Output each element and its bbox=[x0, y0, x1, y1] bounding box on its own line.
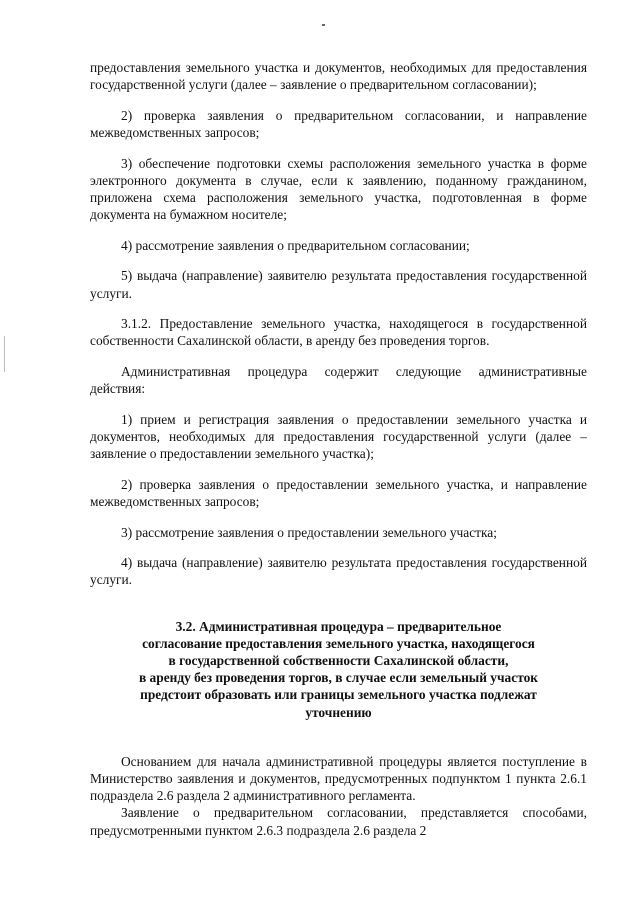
paragraph-section-3-1-2: 3.1.2. Предоставление земельного участка, находящегося в государственной собственности Сахалинской области, в аренду без проведения торгов. bbox=[90, 316, 587, 349]
paragraph-item-5: 5) выдача (направление) заявителю результата предоставления государственной услуги. bbox=[90, 268, 587, 301]
heading-line: в аренду без проведения торгов, в случае если земельный участок bbox=[138, 670, 539, 686]
heading-line: уточнению bbox=[305, 704, 372, 720]
paragraph-continuation: предоставления земельного участка и документов, необходимых для предоставления государственной услуги (далее – заявление о предварительном согласовании); bbox=[90, 60, 587, 93]
document-body bbox=[90, 59, 587, 839]
heading-line: в государственной собственности Сахалинской области, bbox=[168, 652, 509, 668]
paragraph-item-3: 3) обеспечение подготовки схемы расположения земельного участка в форме электронного документа в случае, если к заявлению, поданному гражданином, приложена схема расположения земельного участка, подготовленная в форме документа на бумажном носителе; bbox=[90, 155, 587, 223]
paragraph-action-2: 2) проверка заявления о предоставлении земельного участка, и направление межведомственных запросов; bbox=[90, 476, 587, 509]
paragraph-item-4: 4) рассмотрение заявления о предварительном согласовании; bbox=[121, 237, 470, 253]
scan-artifact bbox=[322, 24, 325, 26]
paragraph-basis: Основанием для начала административной процедуры является поступление в Министерство заявления и документов, предусмотренных подпунктом 1 пункта 2.6.1 подраздела 2.6 раздела 2 административного регламента. bbox=[90, 753, 587, 804]
paragraph-actions-intro: Административная процедура содержит следующие административные действия: bbox=[90, 363, 587, 397]
scan-edge-mark bbox=[4, 336, 5, 372]
paragraph-action-4: 4) выдача (направление) заявителю результата предоставления государственной услуги. bbox=[90, 555, 587, 588]
paragraph-action-1: 1) прием и регистрация заявления о предоставлении земельного участка и документов, необходимых для предоставления государственной услуги (далее – заявление о предоставлении земельного участка); bbox=[90, 411, 587, 462]
heading-line: согласование предоставления земельного участка, находящегося bbox=[142, 635, 535, 651]
heading-line: предстоит образовать или границы земельного участка подлежат bbox=[140, 687, 537, 703]
heading-line: 3.2. Административная процедура – предварительное bbox=[175, 618, 502, 634]
paragraph-item-2: 2) проверка заявления о предварительном согласовании, и направление межведомственных запросов; bbox=[90, 107, 587, 140]
section-heading-3-2 bbox=[90, 618, 587, 721]
paragraph-action-3: 3) рассмотрение заявления о предоставлении земельного участка; bbox=[121, 524, 497, 540]
paragraph-submission-methods: Заявление о предварительном согласовании, представляется способами, предусмотренными пунктом 2.6.3 подраздела 2.6 раздела 2 bbox=[90, 805, 587, 838]
